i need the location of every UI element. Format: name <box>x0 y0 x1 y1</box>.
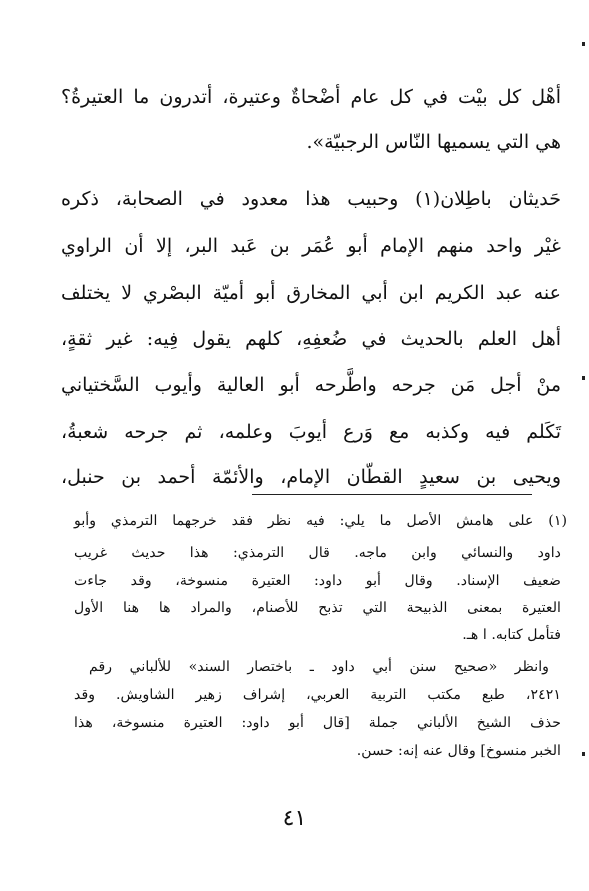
text-line: أهل العلم بالحديث في ضُعفِهِ، كلهم يقول فِيه: غير ثقةٍ، <box>61 328 561 350</box>
text-line: غيْر واحد منهم الإمام أبو عُمَر بن عَبد البر، إلا أن الراوي <box>61 235 561 257</box>
scan-edge-mark <box>582 42 585 46</box>
footnote-line: العتيرة بمعنى الذبيحة التي تذبح للأصنام، والمراد ها هنا الأول <box>74 600 561 616</box>
scan-edge-mark <box>582 376 585 380</box>
footnote-line: وانظر «صحيح سنن أبي داود ـ باختصار السند» للألباني رقم <box>89 659 549 675</box>
text-line: منْ أجل مَن جرحه واطَّرحه أبو العالية وأيوب السَّختياني <box>61 374 561 396</box>
scan-edge-mark <box>582 752 585 756</box>
text-line: عنه عبد الكريم ابن أبي المخارق أبو أميّة البصْري لا يختلف <box>61 282 561 304</box>
text-line: حَديثان باطِلان(١) وحبيب هذا معدود في الصحابة، ذكره <box>61 188 561 210</box>
footnote-line: حذف الشيخ الألباني جملة [قال أبو داود: العتيرة منسوخة، هذا <box>74 715 561 731</box>
page-number: ٤١ <box>282 806 307 831</box>
footnote-divider <box>252 494 532 495</box>
footnote-line: (١) على هامش الأصل ما يلي: فيه نظر فقد خرجهما الترمذي وأبو <box>74 513 567 529</box>
footnote-line: الخبر منسوخ] وقال عنه إنه: حسن. <box>356 743 561 759</box>
text-line: ويحيى بن سعيدٍ القطّان الإمام، والأئمّة أحمد بن حنبل، <box>61 466 561 488</box>
footnote-line: ٢٤٢١، طبع مكتب التربية العربي، إشراف زهير الشاويش. وقد <box>74 687 561 703</box>
text-line: هي التي يسميها النّاس الرجبيّة». <box>306 131 561 153</box>
footnote-line: داود والنسائي وابن ماجه. قال الترمذي: هذا حديث غريب <box>74 545 561 561</box>
footnote-line: ضعيف الإسناد. وقال أبو داود: العتيرة منسوخة، وقد جاءت <box>74 573 561 589</box>
text-line: أهْل كل بيْت في كل عام أضْحاةٌ وعتيرة، أتدرون ما العتيرةُ؟ <box>61 86 561 108</box>
text-line: تَكَلم فيه وكذبه مع وَرع أيوبَ وعلمه، ثم جرحه شعبةُ، <box>61 421 561 443</box>
footnote-line: فتأمل كتابه. ا هـ. <box>462 627 561 643</box>
